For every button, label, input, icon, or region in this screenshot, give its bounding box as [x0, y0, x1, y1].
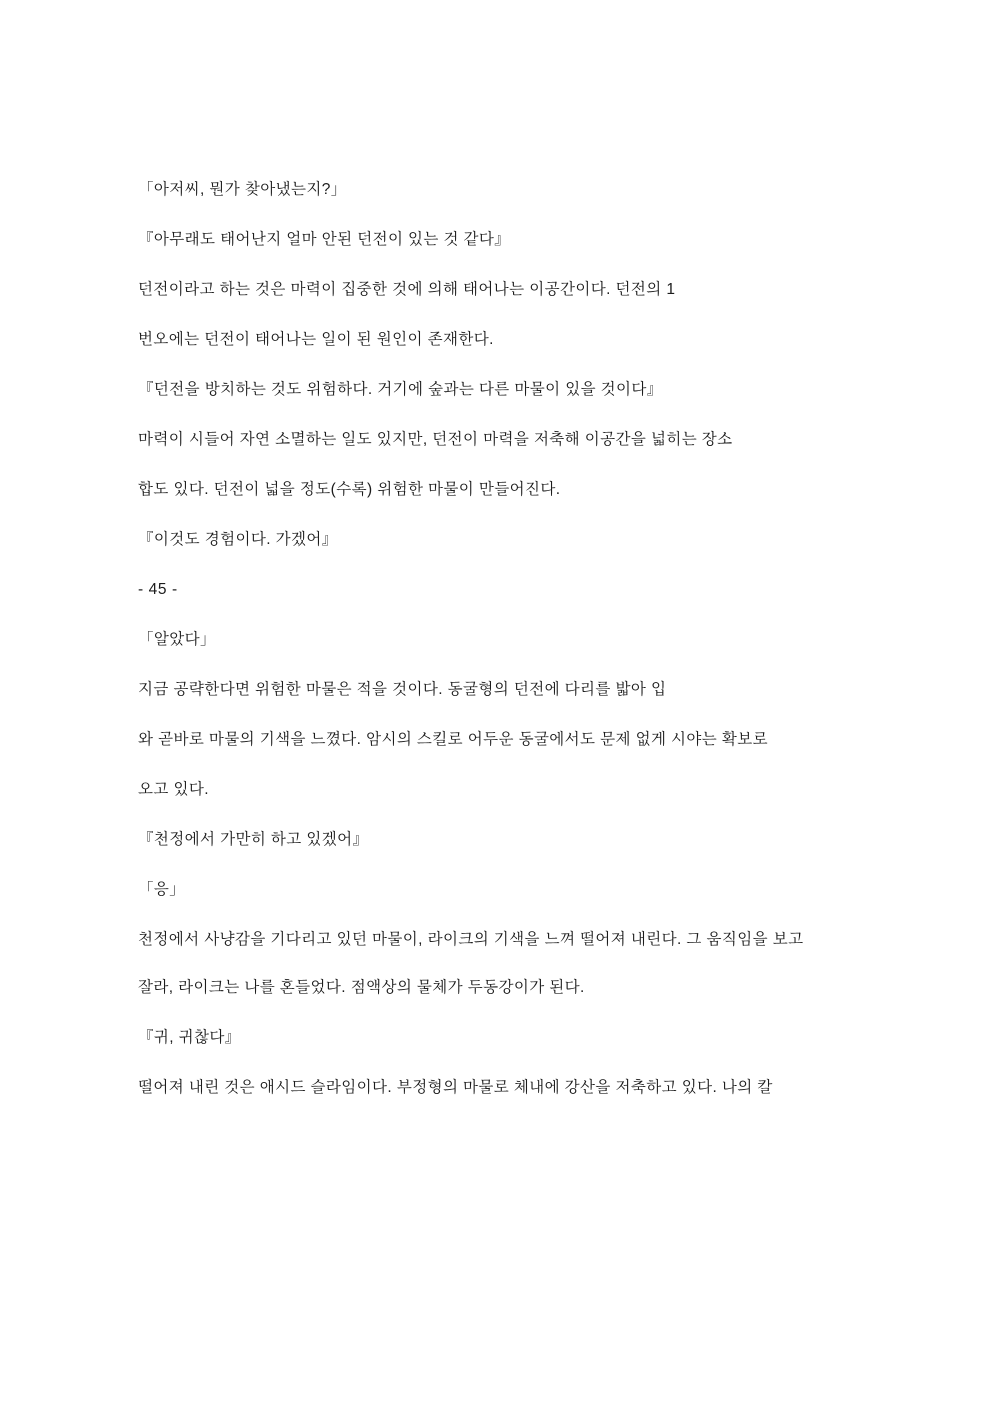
- paragraph: 번오에는 던전이 태어나는 일이 된 원인이 존재한다.: [138, 331, 494, 349]
- paragraph: 「알았다」: [138, 631, 216, 649]
- paragraph: 「아저씨, 뭔가 찾아냈는지?」: [138, 181, 347, 198]
- paragraph: 지금 공략한다면 위험한 마물은 적을 것이다. 동굴형의 던전에 다리를 밟아 입: [138, 681, 667, 699]
- paragraph: 『이것도 경험이다. 가겠어』: [138, 531, 338, 549]
- paragraph: 『아무래도 태어난지 얼마 안된 던전이 있는 것 같다』: [138, 231, 511, 249]
- paragraph: 던전이라고 하는 것은 마력이 집중한 것에 의해 태어나는 이공간이다. 던전의 1: [138, 281, 676, 299]
- paragraph: 『귀, 귀찮다』: [138, 1029, 241, 1047]
- paragraph: 『던전을 방치하는 것도 위험하다. 거기에 숲과는 다른 마물이 있을 것이다』: [138, 381, 663, 399]
- paragraph: 와 곧바로 마물의 기색을 느꼈다. 암시의 스킬로 어두운 동굴에서도 문제 없게 시야는 확보로: [138, 731, 768, 749]
- paragraph: 잘라, 라이크는 나를 혼들었다. 점액상의 물체가 두동강이가 된다.: [138, 979, 585, 997]
- paragraph: 오고 있다.: [138, 781, 209, 799]
- paragraph: 합도 있다. 던전이 넓을 정도(수록) 위험한 마물이 만들어진다.: [138, 481, 561, 499]
- document-body: [138, 178, 854, 1100]
- paragraph: 마력이 시들어 자연 소멸하는 일도 있지만, 던전이 마력을 저축해 이공간을 넓히는 장소: [138, 431, 733, 449]
- paragraph: 천정에서 사냥감을 기다리고 있던 마물이, 라이크의 기색을 느껴 떨어져 내린다. 그 움직임을 보고: [138, 931, 804, 949]
- paragraph: 「응」: [138, 881, 186, 899]
- paragraph: 떨어져 내린 것은 애시드 슬라임이다. 부정형의 마물로 체내에 강산을 저축하고 있다. 나의 칼: [138, 1079, 773, 1097]
- page-number: - 45 -: [138, 581, 178, 599]
- paragraph: 『천정에서 가만히 하고 있겠어』: [138, 831, 369, 849]
